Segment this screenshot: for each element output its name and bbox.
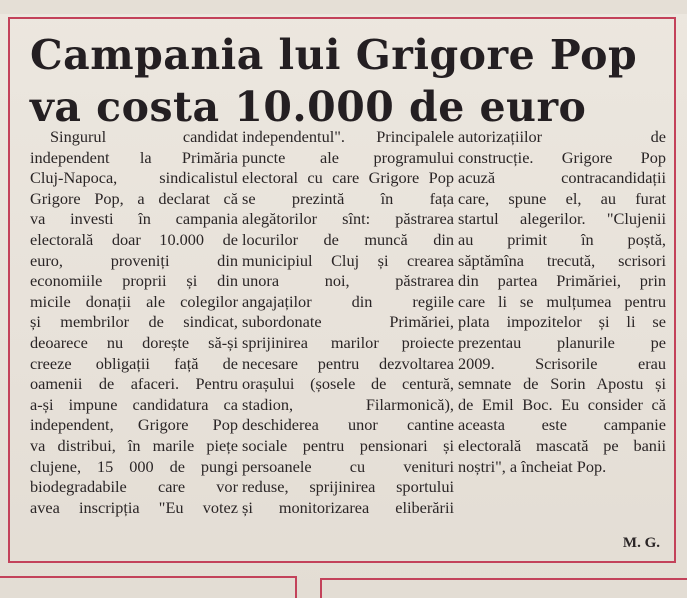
body-text-line: sociale pentru pensionari și — [242, 435, 454, 455]
body-text-line: independentul". Principalele — [242, 127, 454, 146]
body-text-line: deoarece nu dorește să-și — [30, 332, 238, 352]
body-text-line: unora noi, păstrarea — [242, 271, 454, 291]
article-column-3 — [458, 127, 666, 477]
body-text-line: reduse, sprijinirea sportului — [242, 477, 454, 497]
body-text-line: clujene, 15 000 de pungi — [30, 456, 238, 476]
body-text-line: a-și impune candidatura ca — [30, 394, 238, 414]
headline-line-2: va costa 10.000 de euro — [30, 83, 587, 131]
body-text-line: va investi în campania — [30, 209, 238, 229]
body-text-line: și membrilor de sindicat, — [30, 312, 238, 332]
body-text-line: Cluj-Napoca, sindicalistul — [30, 168, 238, 188]
body-text-line: subordonate Primăriei, — [242, 312, 454, 332]
headline-line-1: Campania lui Grigore Pop — [30, 31, 638, 79]
body-text-line: electoral cu care Grigore Pop — [242, 168, 454, 188]
body-text-line: angajaților din regiile — [242, 291, 454, 311]
page-top-strip — [0, 0, 687, 14]
body-text-line: plata impozitelor și li se — [458, 312, 666, 332]
body-text-line: semnate de Sorin Apostu și — [458, 374, 666, 394]
body-text-line: care li se mulțumea pentru — [458, 291, 666, 311]
body-text-line: stadion, Filarmonică), — [242, 394, 454, 414]
body-text-line: construcție. Grigore Pop — [458, 147, 666, 167]
article-headline — [30, 29, 670, 133]
body-text-line: orașului (șosele de centură, — [242, 374, 454, 394]
body-text-line: aceasta este campanie — [458, 415, 666, 435]
article-column-1 — [30, 127, 238, 518]
body-text-line: locurilor de muncă din — [242, 229, 454, 249]
body-text-line: care, spune el, au furat — [458, 188, 666, 208]
body-text-line: creeze obligații față de — [30, 353, 238, 373]
body-text-line: electorală mascată pe banii — [458, 435, 666, 455]
body-text-line: alegătorilor sînt: păstrarea — [242, 209, 454, 229]
body-text-line: municipiul Cluj și crearea — [242, 250, 454, 270]
next-article-frame-right — [320, 578, 687, 598]
body-text-line: săptămîna trecută, scrisori — [458, 250, 666, 270]
author-signature: M. G. — [622, 535, 660, 551]
body-text-line: Grigore Pop, a declarat că — [30, 188, 238, 208]
body-text-line: independent la Primăria — [30, 147, 238, 167]
body-text-line: și monitorizarea eliberării — [242, 497, 454, 517]
body-text-line: din partea Primăriei, prin — [458, 271, 666, 291]
body-text-line: necesare pentru dezvoltarea — [242, 353, 454, 373]
body-text-line: sprijinirea marilor proiecte — [242, 332, 454, 352]
body-text-line: prezentau planurile pe — [458, 332, 666, 352]
body-text-line: independent, Grigore Pop — [30, 415, 238, 435]
article-box — [8, 17, 676, 563]
body-text-line: persoanele cu venituri — [242, 456, 454, 476]
body-text-line: euro, proveniți din — [30, 250, 238, 270]
article-body — [10, 127, 674, 517]
body-text-line: acuză contracandidații — [458, 168, 666, 188]
body-text-line: electorală doar 10.000 de — [30, 229, 238, 249]
body-text-line: se prezintă în fața — [242, 188, 454, 208]
body-text-line: deschiderea unor cantine — [242, 415, 454, 435]
body-text-line: economiile proprii și din — [30, 271, 238, 291]
body-text-line: 2009. Scrisorile erau — [458, 353, 666, 373]
article-column-2 — [242, 127, 454, 518]
body-text-line: Singurul candidat — [50, 127, 238, 146]
body-text-line: de Emil Boc. Eu consider că — [458, 394, 666, 414]
body-text-line: autorizațiilor de — [458, 127, 666, 146]
body-text-line: avea inscripția "Eu votez — [30, 497, 238, 517]
body-text-line: oamenii de afaceri. Pentru — [30, 374, 238, 394]
body-text-line: micile donații ale colegilor — [30, 291, 238, 311]
body-text-line: va distribui, în marile piețe — [30, 435, 238, 455]
body-text-line: puncte ale programului — [242, 147, 454, 167]
body-text-line: noștri", a încheiat Pop. — [458, 456, 607, 476]
body-text-line: au primit în poștă, — [458, 229, 666, 249]
body-text-line: biodegradabile care vor — [30, 477, 238, 497]
next-article-frame-left — [0, 576, 297, 598]
body-text-line: startul alegerilor. "Clujenii — [458, 209, 666, 229]
